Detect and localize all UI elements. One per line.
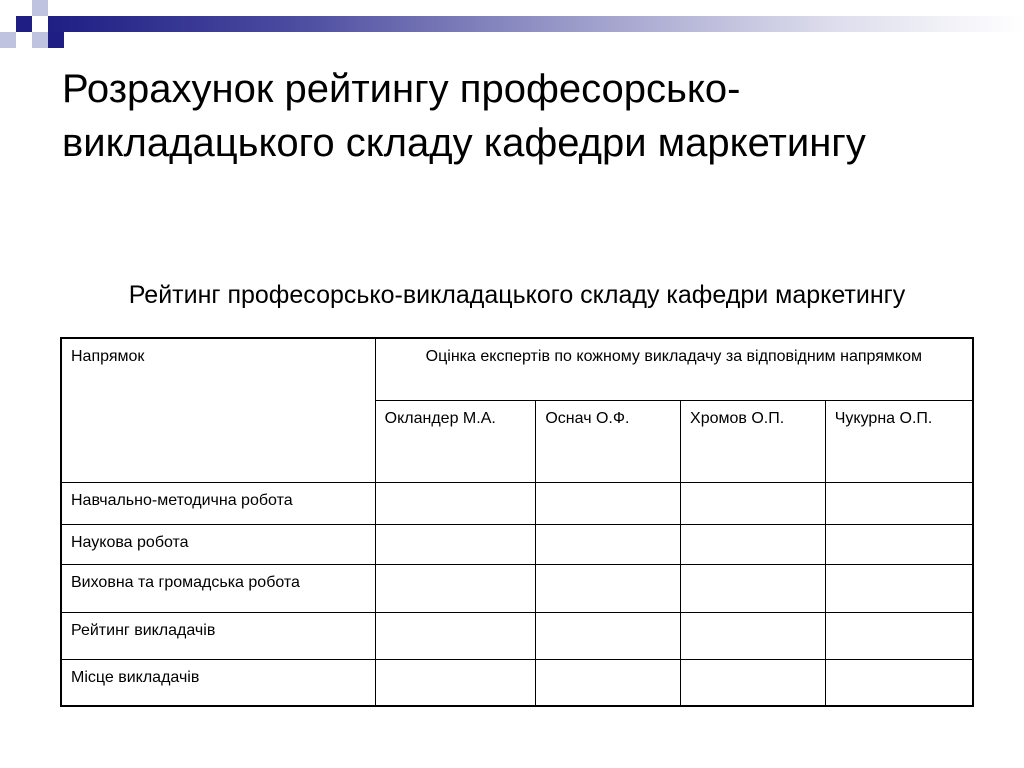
table-caption: Рейтинг професорсько-викладацького складу кафедри маркетингу (128, 281, 906, 309)
decor-square (0, 32, 16, 48)
row-label: Рейтинг викладачів (61, 612, 375, 659)
table-cell (375, 659, 536, 706)
table-row (61, 524, 973, 564)
table-row (61, 482, 973, 524)
table-cell (681, 482, 826, 524)
table-cell (375, 612, 536, 659)
table-cell (825, 482, 973, 524)
header-teacher: Окландер М.А. (375, 400, 536, 482)
table-cell (536, 564, 681, 612)
row-label: Виховна та громадська робота (61, 564, 375, 612)
decor-square (32, 32, 48, 48)
table-cell (536, 612, 681, 659)
header-teacher: Хромов О.П. (681, 400, 826, 482)
table-cell (536, 659, 681, 706)
header-gradient-bar (48, 16, 1024, 32)
table-cell (375, 524, 536, 564)
table-row (61, 659, 973, 706)
decor-square (16, 16, 32, 32)
table-cell (536, 482, 681, 524)
row-label: Навчально-методична робота (61, 482, 375, 524)
decor-square (48, 32, 64, 48)
header-evaluation: Оцінка експертів по кожному викладачу за відповідним напрямком (375, 338, 973, 400)
decor-square (32, 0, 48, 16)
slide-title: Розрахунок рейтингу професорсько-викладацького складу кафедри маркетингу (62, 67, 866, 165)
rating-table (60, 337, 974, 707)
table-cell (825, 524, 973, 564)
table-cell (375, 482, 536, 524)
table-header-row (61, 338, 973, 400)
table-cell (825, 659, 973, 706)
table-cell (536, 524, 681, 564)
row-label: Місце викладачів (61, 659, 375, 706)
table-cell (681, 564, 826, 612)
table-row (61, 612, 973, 659)
table-cell (681, 659, 826, 706)
table-cell (681, 612, 826, 659)
table-cell (681, 524, 826, 564)
header-decoration (0, 0, 1024, 48)
row-label: Наукова робота (61, 524, 375, 564)
table-cell (375, 564, 536, 612)
table-row (61, 564, 973, 612)
header-teacher: Оснач О.Ф. (536, 400, 681, 482)
header-direction: Напрямок (61, 338, 375, 482)
table-cell (825, 612, 973, 659)
table-cell (825, 564, 973, 612)
header-teacher: Чукурна О.П. (825, 400, 973, 482)
